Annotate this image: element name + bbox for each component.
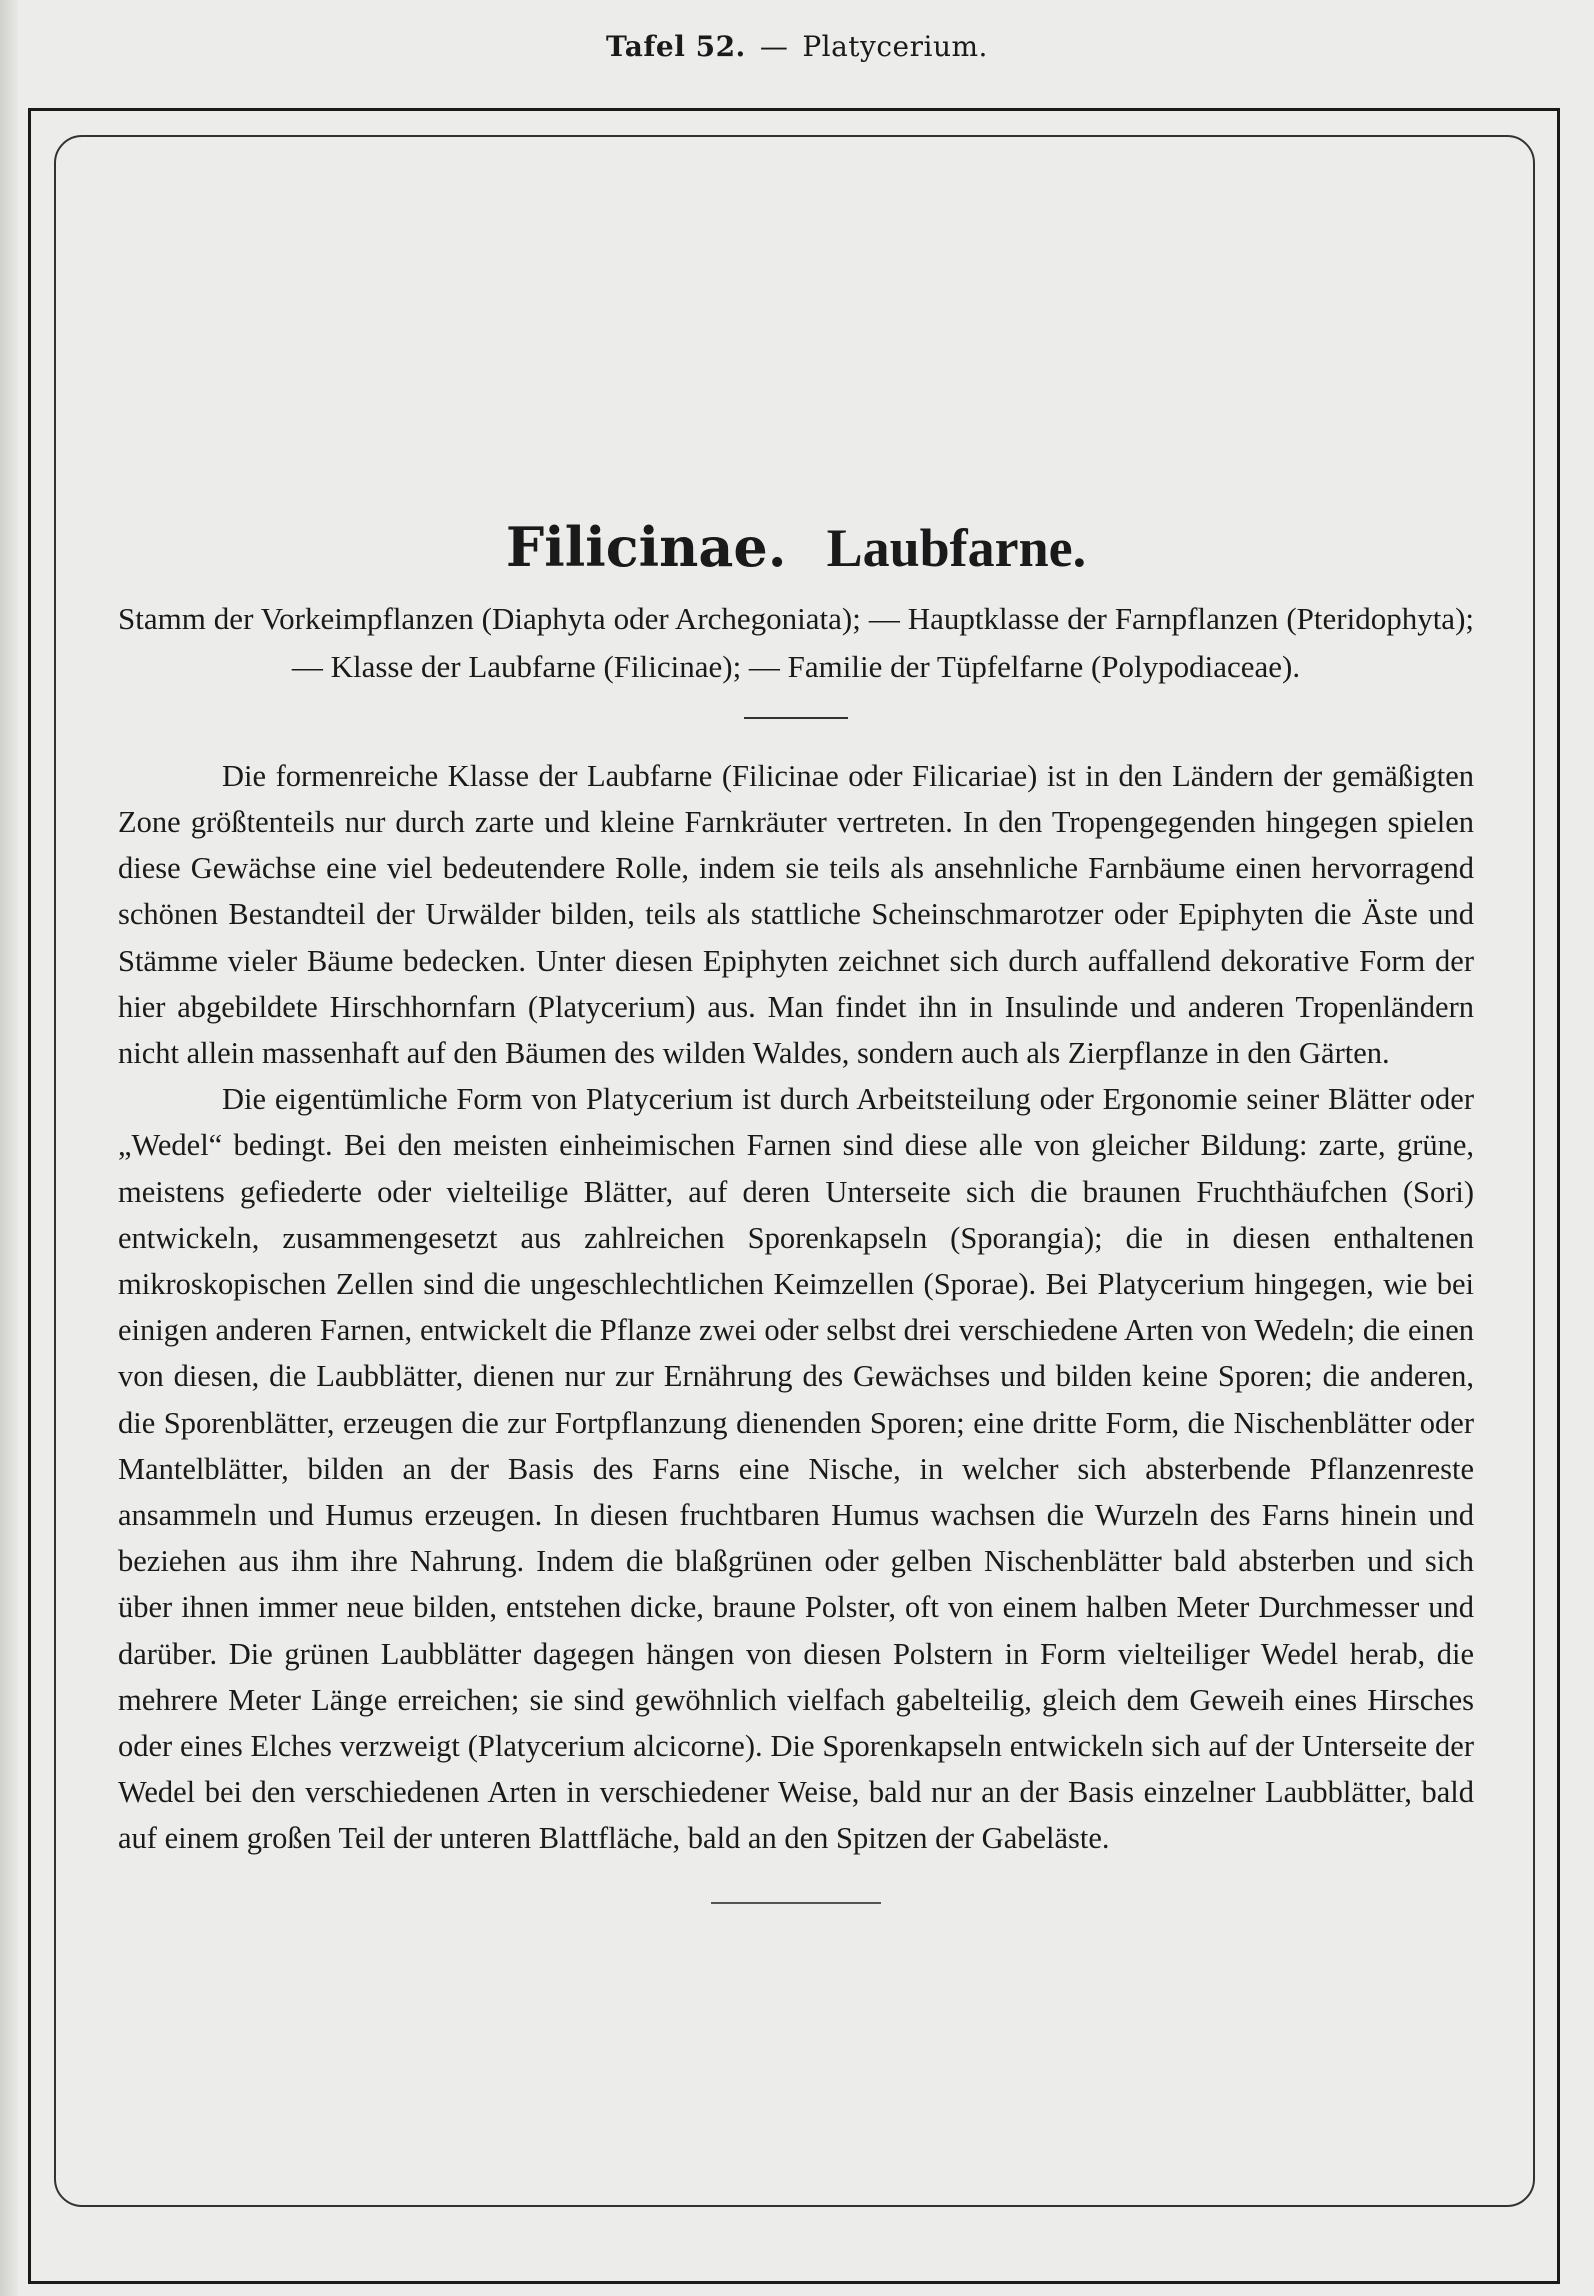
page-edge <box>0 0 18 2296</box>
page-content <box>118 515 1474 1904</box>
header-dash: — <box>759 30 789 63</box>
body-text <box>118 753 1474 1862</box>
end-rule <box>711 1902 881 1904</box>
title-latin: Filicinae. <box>505 515 787 579</box>
header-genus: Platycerium. <box>802 30 988 63</box>
title-german: Laubfarne. <box>826 518 1087 578</box>
paragraph-1: Die formenreiche Klasse der Laubfarne (Filicinae oder Filicariae) ist in den Ländern der gemäßigten Zone größtenteils nur durch zarte und kleine Farnkräuter vertreten. In den Tropengegenden hingegen spielen diese Gewächse eine viel bedeutendere Rolle, indem sie teils als ansehnliche Farnbäume einen hervorragend schönen Bestandteil der Urwälder bilden, teils als stattliche Scheinschmarotzer oder Epiphyten die Äste und Stämme vieler Bäume bedecken. Unter diesen Epiphyten zeichnet sich durch auffallend dekorative Form der hier abgebildete Hirschhornfarn (Platycerium) aus. Man findet ihn in Insulinde und anderen Tropenländern nicht allein massenhaft auf den Bäumen des wilden Waldes, sondern auch als Zierpflanze in den Gärten. <box>118 758 1474 1071</box>
plate-number: Tafel 52. <box>606 30 746 63</box>
taxonomy-line: Stamm der Vorkeimpflanzen (Diaphyta oder Archegoniata); — Hauptklasse der Farnpflanzen (Pteridophyta); — Klasse der Laubfarne (Filicinae); — Familie der Tüpfelfarne (Polypodiaceae). <box>118 600 1474 684</box>
page-title <box>118 515 1474 581</box>
divider-rule <box>744 717 848 719</box>
page-header <box>0 30 1594 63</box>
paragraph-2: Die eigentümliche Form von Platycerium ist durch Arbeitsteilung oder Ergonomie seiner Blätter oder „Wedel“ bedingt. Bei den meisten einheimischen Farnen sind diese alle von gleicher Bildung: zarte, grüne, meistens gefiederte oder vielteilige Blätter, auf deren Unterseite sich die braunen Fruchthäufchen (Sori) entwickeln, zusammengesetzt aus zahlreichen Sporenkapseln (Sporangia); die in diesen enthaltenen mikroskopischen Zellen sind die ungeschlechtlichen Keimzellen (Sporae). Bei Platycerium hingegen, wie bei einigen anderen Farnen, entwickelt die Pflanze zwei oder selbst drei verschiedene Arten von Wedeln; die einen von diesen, die Laubblätter, dienen nur zur Ernährung des Gewächses und bilden keine Sporen; die anderen, die Sporenblätter, erzeugen die zur Fortpflanzung dienenden Sporen; eine dritte Form, die Nischenblätter oder Mantelblätter, bilden an der Basis des Farns eine Nische, in welcher sich absterbende Pflanzenreste ansammeln und Humus erzeugen. In diesen fruchtbaren Humus wachsen die Wurzeln des Farns hinein und beziehen aus ihm ihre Nahrung. Indem die blaßgrünen oder gelben Nischenblätter bald absterben und sich über ihnen immer neue bilden, entstehen dicke, braune Polster, oft von einem halben Meter Durchmesser und darüber. Die grünen Laubblätter dagegen hängen von diesen Polstern in Form vielteiliger Wedel herab, die mehrere Meter Länge erreichen; sie sind gewöhnlich vielfach gabelteilig, gleich dem Geweih eines Hirsches oder eines Elches verzweigt (Platycerium alcicorne). Die Sporenkapseln entwickeln sich auf der Unterseite der Wedel bei den verschiedenen Arten in verschiedener Weise, bald nur an der Basis einzelner Laubblätter, bald auf einem großen Teil der unteren Blattfläche, bald an den Spitzen der Gabeläste. <box>118 1082 1474 1856</box>
